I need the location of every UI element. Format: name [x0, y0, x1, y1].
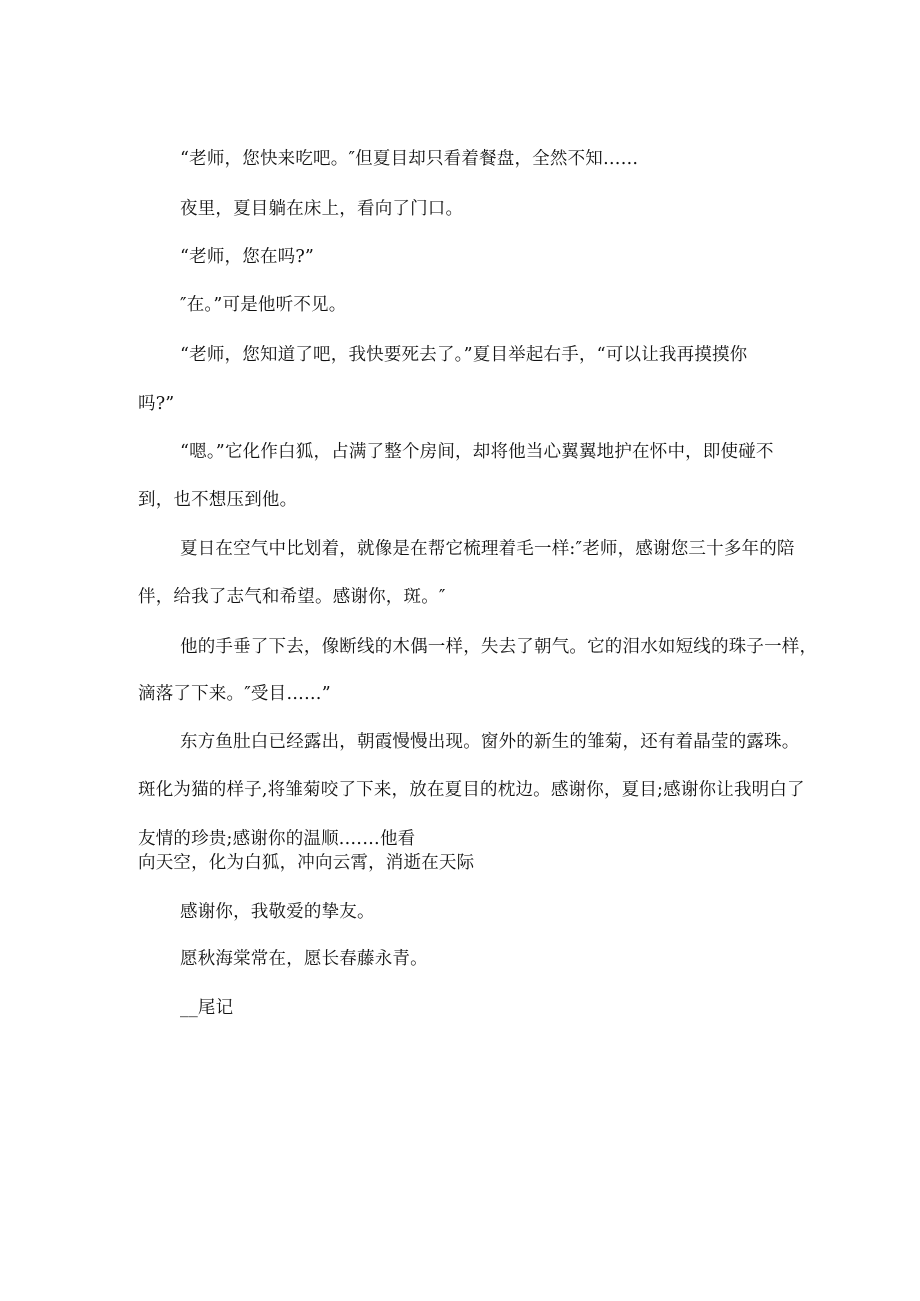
- paragraph-line-8: 到，也不想压到他。: [138, 490, 298, 510]
- paragraph-line-3: “老师，您在吗?”: [180, 247, 315, 267]
- paragraph-line-12: 滴落了下来。″受目……”: [138, 684, 331, 704]
- paragraph-line-13: 东方鱼肚白已经露出，朝霞慢慢出现。窗外的新生的雏菊，还有着晶莹的露珠。: [180, 732, 800, 752]
- paragraph-line-14: 斑化为猫的样子,将雏菊咬了下来，放在夏目的枕边。感谢你，夏目;感谢你让我明白了: [138, 780, 805, 800]
- paragraph-line-11: 他的手垂了下去，像断线的木偶一样，失去了朝气。它的泪水如短线的珠子一样，: [180, 637, 818, 657]
- paragraph-line-4: ″在。”可是他听不见。: [180, 295, 347, 315]
- paragraph-line-6: 吗?”: [138, 394, 175, 414]
- paragraph-line-15: 友情的珍贵;感谢你的温顺.……他看: [138, 829, 416, 849]
- postscript-label: __尾记: [180, 998, 234, 1018]
- paragraph-line-5: “老师，您知道了吧，我快要死去了。”夏目举起右手，“可以让我再摸摸你: [180, 345, 748, 365]
- paragraph-line-9: 夏日在空气中比划着，就像是在帮它梳理着毛一样:″老师，感谢您三十多年的陪: [180, 539, 795, 559]
- paragraph-line-7: “嗯。”它化作白狐，占满了整个房间，却将他当心翼翼地护在怀中，即使碰不: [180, 442, 774, 462]
- paragraph-line-18: 愿秋海棠常在，愿长春藤永青。: [180, 949, 428, 969]
- paragraph-line-17: 感谢你，我敬爱的挚友。: [180, 902, 375, 922]
- paragraph-line-1: “老师，您快来吃吧。″但夏目却只看着餐盘，全然不知……: [180, 149, 639, 169]
- paragraph-line-2: 夜里，夏目躺在床上，看向了门口。: [180, 199, 464, 219]
- paragraph-line-10: 伴，给我了志气和希望。感谢你，斑。″: [138, 587, 446, 607]
- paragraph-line-16: 向天空，化为白狐，冲向云霄，消逝在天际: [138, 853, 475, 873]
